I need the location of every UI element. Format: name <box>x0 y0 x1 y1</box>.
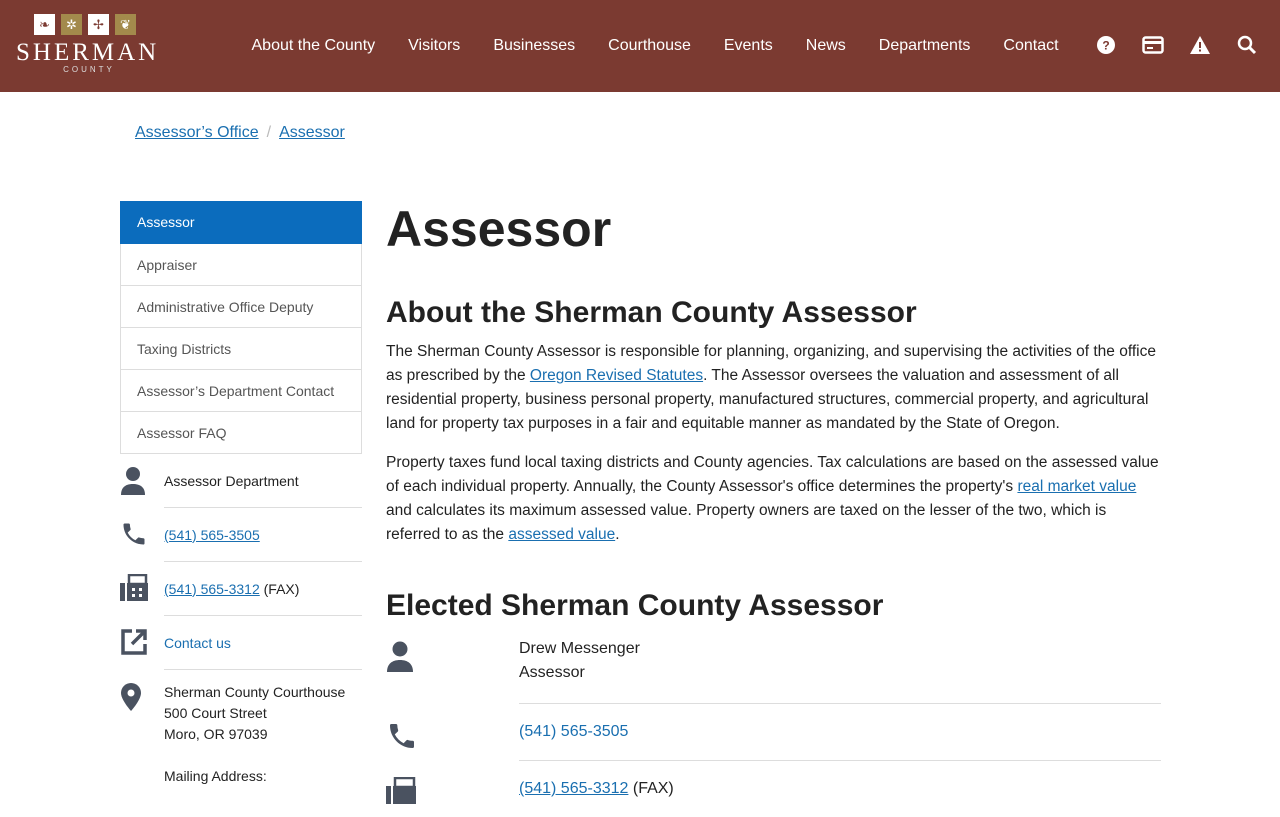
sidebar-item-taxing-districts[interactable]: Taxing Districts <box>120 328 362 370</box>
nav-courthouse[interactable]: Courthouse <box>608 37 691 54</box>
nav-about[interactable]: About the County <box>251 37 376 54</box>
about-paragraph-1 <box>386 340 1161 436</box>
fish-icon: ❧ <box>34 14 55 35</box>
sidebar-item-appraiser[interactable]: Appraiser <box>120 244 362 286</box>
breadcrumb <box>135 124 345 142</box>
breadcrumb-separator: / <box>266 124 272 141</box>
fax-label: (FAX) <box>259 580 300 597</box>
alert-icon[interactable] <box>1189 34 1211 56</box>
nav-news[interactable]: News <box>805 37 846 54</box>
assessor-phone-link[interactable]: (541) 565-3505 <box>519 723 629 740</box>
breadcrumb-assessor[interactable]: Assessor <box>279 124 345 141</box>
fax-label: (FAX) <box>628 780 674 797</box>
search-icon[interactable] <box>1236 34 1258 56</box>
contact-link-row <box>120 616 362 670</box>
sidebar <box>120 201 362 787</box>
text: and calculates its maximum assessed value. Property owners are taxed on the lesser of the two, which is referred to as the <box>386 502 1107 543</box>
sidebar-item-assessor[interactable]: Assessor <box>120 201 362 244</box>
address-line: Moro, OR 97039 <box>164 726 268 742</box>
svg-text:?: ? <box>1102 38 1110 53</box>
map-pin-icon <box>120 670 164 787</box>
phone-link[interactable]: (541) 565-3505 <box>164 526 260 543</box>
assessor-role: Assessor <box>519 664 585 681</box>
sherman-county-logo[interactable] <box>16 14 162 74</box>
elected-phone <box>386 704 1161 761</box>
logo-wordmark: SHERMAN <box>16 39 160 66</box>
sidebar-item-faq[interactable]: Assessor FAQ <box>120 412 362 454</box>
fax-link[interactable]: (541) 565-3312 <box>164 580 260 597</box>
windmill-icon: ✢ <box>88 14 109 35</box>
contact-name: Assessor Department <box>120 454 362 508</box>
contact-phone <box>120 508 362 562</box>
contact-us-link[interactable]: Contact us <box>164 634 231 651</box>
nav-businesses[interactable]: Businesses <box>493 37 576 54</box>
help-icon[interactable] <box>1095 34 1117 56</box>
page-title: Assessor <box>386 201 612 257</box>
text: . The Assessor oversees the valuation and assessment of all residential property, business personal property, manufactured structures, commercial property, and agricultural land for property tax purposes in a fair and equitable manner as mandated by the State of Oregon. <box>386 367 1149 432</box>
elected-person <box>386 633 1161 704</box>
phone-icon <box>386 704 519 761</box>
fax-icon <box>386 761 519 817</box>
main-content <box>386 200 1161 817</box>
address-line: 500 Court Street <box>164 705 267 721</box>
external-link-icon <box>120 616 164 670</box>
phone-icon <box>120 508 164 562</box>
sidebar-menu <box>120 201 362 454</box>
ors-link[interactable]: Oregon Revised Statutes <box>529 367 704 384</box>
nav-departments[interactable]: Departments <box>878 37 971 54</box>
about-heading: About the Sherman County Assessor <box>386 296 917 329</box>
assessor-name: Drew Messenger <box>519 640 640 657</box>
real-market-value-link[interactable]: real market value <box>1017 478 1137 495</box>
main-nav <box>235 0 1075 92</box>
person-icon <box>386 633 519 704</box>
nav-events[interactable]: Events <box>723 37 773 54</box>
sidebar-item-department-contact[interactable]: Assessor’s Department Contact <box>120 370 362 412</box>
text: Property taxes fund local taxing districts and County agencies. Tax calculations are based on the assessed value of each individual property. Annually, the County Assessor's office determines the property's <box>386 454 1159 495</box>
breadcrumb-assessors-office[interactable]: Assessor’s Office <box>135 124 259 141</box>
payment-card-icon[interactable] <box>1142 34 1164 56</box>
wheel-icon: ✲ <box>61 14 82 35</box>
site-header <box>0 0 1280 92</box>
sidebar-item-admin-deputy[interactable]: Administrative Office Deputy <box>120 286 362 328</box>
nav-contact[interactable]: Contact <box>1003 37 1059 54</box>
logo-subtitle: COUNTY <box>63 65 115 74</box>
contact-fax <box>120 562 362 616</box>
address-line: Sherman County Courthouse <box>164 684 346 700</box>
assessor-fax-link[interactable]: (541) 565-3312 <box>519 780 629 797</box>
wheat-icon: ❦ <box>115 14 136 35</box>
elected-heading: Elected Sherman County Assessor <box>386 589 884 622</box>
text: The Sherman County Assessor is responsible for planning, organizing, and supervising the activities of the office as prescribed by the <box>386 343 1156 384</box>
text: . <box>615 526 620 543</box>
mailing-address-label: Mailing Address: <box>164 768 267 784</box>
fax-icon <box>120 562 164 616</box>
elected-fax <box>386 761 1161 817</box>
nav-visitors[interactable]: Visitors <box>408 37 461 54</box>
person-icon <box>120 454 164 508</box>
assessed-value-link[interactable]: assessed value <box>508 526 616 543</box>
contact-address <box>120 670 362 787</box>
about-paragraph-2 <box>386 451 1161 547</box>
